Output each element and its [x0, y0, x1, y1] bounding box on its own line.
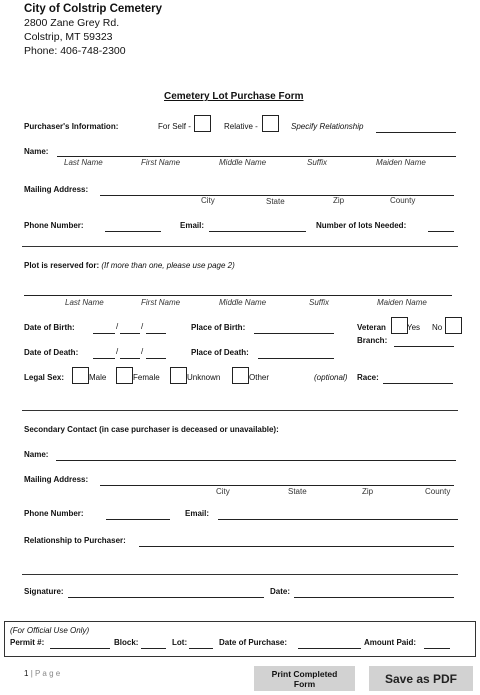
cemetery-name: City of Colstrip Cemetery — [24, 3, 163, 15]
dob-day-input[interactable] — [120, 324, 140, 334]
purchaser-mailing-label: Mailing Address: — [24, 185, 89, 194]
purchaser-name-label: Name: — [24, 147, 49, 156]
plot-last-name-caption: Last Name — [65, 298, 104, 307]
secondary-phone-label: Phone Number: — [24, 509, 84, 518]
purchaser-phone-label: Phone Number: — [24, 221, 84, 230]
section-divider — [22, 410, 458, 411]
first-name-caption: First Name — [141, 158, 181, 167]
dod-day-input[interactable] — [120, 349, 140, 359]
address-line-2: Colstrip, MT 59323 — [24, 31, 113, 43]
dob-sep-2: / — [141, 322, 144, 331]
secondary-county-caption: County — [425, 487, 451, 496]
race-label: Race: — [357, 373, 379, 382]
date-input[interactable] — [294, 588, 454, 598]
dob-label: Date of Birth: — [24, 323, 75, 332]
secondary-contact-label: Secondary Contact (in case purchaser is deceased or unavailable): — [24, 425, 279, 434]
block-input[interactable] — [141, 639, 166, 649]
section-divider — [22, 246, 458, 247]
secondary-zip-caption: Zip — [362, 487, 374, 496]
pod-input[interactable] — [258, 349, 334, 359]
sex-female-label: Female — [133, 373, 160, 382]
veteran-yes-label: Yes — [407, 323, 421, 332]
veteran-no-checkbox[interactable] — [445, 317, 462, 334]
county-caption: County — [390, 196, 416, 205]
plot-maiden-name-caption: Maiden Name — [377, 298, 427, 307]
secondary-state-caption: State — [288, 487, 307, 496]
date-label: Date: — [270, 587, 291, 596]
official-use-title: (For Official Use Only) — [10, 626, 90, 635]
dob-sep-1: / — [116, 322, 119, 331]
veteran-no-label: No — [432, 323, 443, 332]
purchaser-email-input[interactable] — [209, 222, 306, 232]
page-separator: | — [30, 669, 33, 678]
plot-reserved-label-wrap — [24, 261, 235, 270]
page-word: P a g e — [35, 669, 61, 678]
middle-name-caption: Middle Name — [219, 158, 267, 167]
relationship-to-purchaser-label: Relationship to Purchaser: — [24, 536, 126, 545]
sex-male-checkbox[interactable] — [72, 367, 89, 384]
page-footer — [24, 669, 60, 678]
veteran-label: Veteran — [357, 323, 386, 332]
plot-suffix-caption: Suffix — [309, 298, 330, 307]
legal-sex-label: Legal Sex: — [24, 373, 65, 382]
save-as-pdf-button[interactable]: Save as PDF — [369, 666, 473, 691]
dod-label: Date of Death: — [24, 348, 79, 357]
branch-input[interactable] — [394, 337, 454, 347]
pob-input[interactable] — [254, 324, 334, 334]
purchaser-phone-input[interactable] — [105, 222, 161, 232]
maiden-name-caption: Maiden Name — [376, 158, 426, 167]
plot-reserved-note: (If more than one, please use page 2) — [101, 261, 235, 270]
race-input[interactable] — [383, 374, 453, 384]
lot-input[interactable] — [189, 639, 213, 649]
plot-reserved-label: Plot is reserved for: — [24, 261, 100, 270]
permit-input[interactable] — [50, 639, 110, 649]
date-of-purchase-input[interactable] — [298, 639, 361, 649]
block-label: Block: — [114, 638, 139, 647]
lots-needed-label: Number of lots Needed: — [316, 221, 407, 230]
dob-month-input[interactable] — [93, 324, 115, 334]
purchaser-email-label: Email: — [180, 221, 205, 230]
sex-unknown-label: Unknown — [187, 373, 221, 382]
page-number: 1 — [24, 669, 29, 678]
date-of-purchase-label: Date of Purchase: — [219, 638, 288, 647]
secondary-name-label: Name: — [24, 450, 49, 459]
state-caption: State — [266, 197, 285, 206]
relative-checkbox[interactable] — [262, 115, 279, 132]
form-title: Cemetery Lot Purchase Form — [164, 91, 304, 102]
suffix-caption: Suffix — [307, 158, 328, 167]
sex-male-label: Male — [89, 373, 107, 382]
purchaser-address-input[interactable] — [100, 186, 454, 196]
address-line-1: 2800 Zane Grey Rd. — [24, 17, 120, 29]
relationship-input[interactable] — [376, 123, 456, 133]
signature-label: Signature: — [24, 587, 64, 596]
lot-label: Lot: — [172, 638, 188, 647]
secondary-email-label: Email: — [185, 509, 210, 518]
plot-name-input[interactable] — [24, 286, 452, 296]
secondary-mailing-label: Mailing Address: — [24, 475, 89, 484]
sex-unknown-checkbox[interactable] — [170, 367, 187, 384]
plot-first-name-caption: First Name — [141, 298, 181, 307]
dod-year-input[interactable] — [146, 349, 166, 359]
amount-paid-input[interactable] — [424, 639, 450, 649]
pob-label: Place of Birth: — [191, 323, 246, 332]
relative-label: Relative - — [224, 122, 258, 131]
veteran-yes-checkbox[interactable] — [391, 317, 408, 334]
branch-label: Branch: — [357, 336, 388, 345]
dod-sep-1: / — [116, 347, 119, 356]
sex-other-checkbox[interactable] — [232, 367, 249, 384]
phone-line: Phone: 406-748-2300 — [24, 45, 126, 57]
section-divider — [22, 574, 458, 575]
plot-middle-name-caption: Middle Name — [219, 298, 267, 307]
secondary-phone-input[interactable] — [106, 510, 170, 520]
purchaser-name-input[interactable] — [57, 147, 456, 157]
dob-year-input[interactable] — [146, 324, 166, 334]
lots-needed-input[interactable] — [428, 222, 454, 232]
specify-relationship-label: Specify Relationship — [291, 122, 364, 131]
print-completed-form-button[interactable]: Print Completed Form — [254, 666, 355, 691]
for-self-checkbox[interactable] — [194, 115, 211, 132]
amount-paid-label: Amount Paid: — [364, 638, 416, 647]
signature-input[interactable] — [68, 588, 264, 598]
sex-other-label: Other — [249, 373, 270, 382]
secondary-email-input[interactable] — [218, 510, 458, 520]
optional-label: (optional) — [314, 373, 348, 382]
dod-sep-2: / — [141, 347, 144, 356]
permit-label: Permit #: — [10, 638, 45, 647]
relationship-to-purchaser-input[interactable] — [139, 537, 454, 547]
sex-female-checkbox[interactable] — [116, 367, 133, 384]
zip-caption: Zip — [333, 196, 345, 205]
secondary-city-caption: City — [216, 487, 230, 496]
pod-label: Place of Death: — [191, 348, 249, 357]
secondary-address-input[interactable] — [100, 476, 454, 486]
secondary-name-input[interactable] — [56, 451, 456, 461]
for-self-label: For Self - — [158, 122, 191, 131]
last-name-caption: Last Name — [64, 158, 103, 167]
dod-month-input[interactable] — [93, 349, 115, 359]
purchaser-info-label: Purchaser's Information: — [24, 122, 119, 131]
city-caption: City — [201, 196, 215, 205]
